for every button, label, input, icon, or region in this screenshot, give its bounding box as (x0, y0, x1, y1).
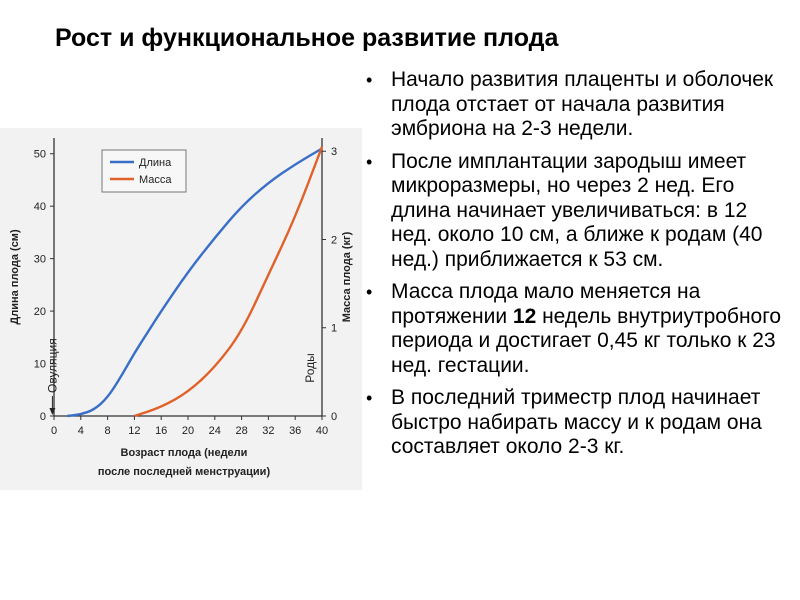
bullet-list (363, 68, 793, 468)
bullet-text: Начало развития плаценты и оболочек плода отстает от начала развития эмбриона на 2-3 недели. (391, 68, 774, 140)
annotation-ovulation: Овуляция (45, 338, 60, 393)
legend-label: Масса (139, 174, 172, 186)
x-axis-label: после последней менструации) (97, 466, 271, 478)
x-tick-label: 28 (235, 425, 248, 437)
y-left-tick-label: 0 (39, 411, 46, 423)
bullet-dot: • (366, 151, 373, 172)
x-tick-label: 32 (262, 425, 275, 437)
x-tick-label: 12 (128, 425, 141, 437)
x-tick-label: 40 (315, 425, 329, 437)
fetal-growth-chart (0, 128, 362, 490)
y-left-tick-label: 50 (33, 148, 46, 161)
x-tick-label: 0 (50, 425, 58, 437)
y-left-tick-label: 20 (33, 306, 46, 319)
y-left-tick-label: 30 (33, 253, 46, 266)
x-tick-label: 4 (77, 425, 84, 437)
x-tick-label: 24 (208, 425, 221, 437)
x-tick-label: 20 (181, 425, 195, 437)
y-right-tick-label: 1 (331, 322, 338, 335)
bullet-dot: • (366, 282, 373, 302)
y-right-tick-label: 0 (331, 411, 338, 423)
y-axis-left-label: Длина плода (см) (9, 229, 21, 325)
bullet-text-bold: 12 (512, 304, 537, 328)
x-tick-label: 8 (104, 425, 111, 437)
x-tick-label: 16 (155, 425, 168, 437)
y-left-tick-label: 40 (33, 201, 46, 214)
y-right-tick-label: 2 (331, 234, 338, 247)
bullet-text: После имплантации зародыш имеет микроразмеры, но через 2 нед. Его длина начинает увеличиваться: в 12 нед. около 10 см, а ближе к родам (40 нед.) приближается к 53 см. (391, 149, 763, 271)
x-tick-label: 36 (289, 425, 302, 437)
bullet-item (363, 280, 793, 378)
y-right-tick-label: 3 (331, 146, 338, 159)
y-left-tick-label: 10 (33, 358, 46, 371)
bullet-text-pre: Масса плода мало меняется на протяжении (391, 280, 701, 328)
bullet-text-post: недель внутриутробного периода и достигает 0,45 кг только к 23 нед. гестации. (391, 304, 782, 377)
bullet-item (363, 386, 793, 460)
bullet-item (363, 150, 793, 273)
bullet-text: В последний триместр плод начинает быстро набирать массу и к родам она составляет около 2-3 кг. (391, 386, 762, 458)
legend-label: Длина (139, 157, 172, 169)
y-axis-right-label: Масса плода (кг) (341, 231, 353, 323)
annotation-birth: Роды (303, 353, 317, 383)
bullet-item (363, 68, 793, 142)
chart (0, 128, 362, 490)
bullet-dot: • (366, 70, 373, 90)
slide-title: Рост и функциональное развитие плода (55, 24, 559, 52)
bullet-dot: • (366, 388, 373, 408)
x-axis-label: Возраст плода (недели (120, 447, 248, 459)
